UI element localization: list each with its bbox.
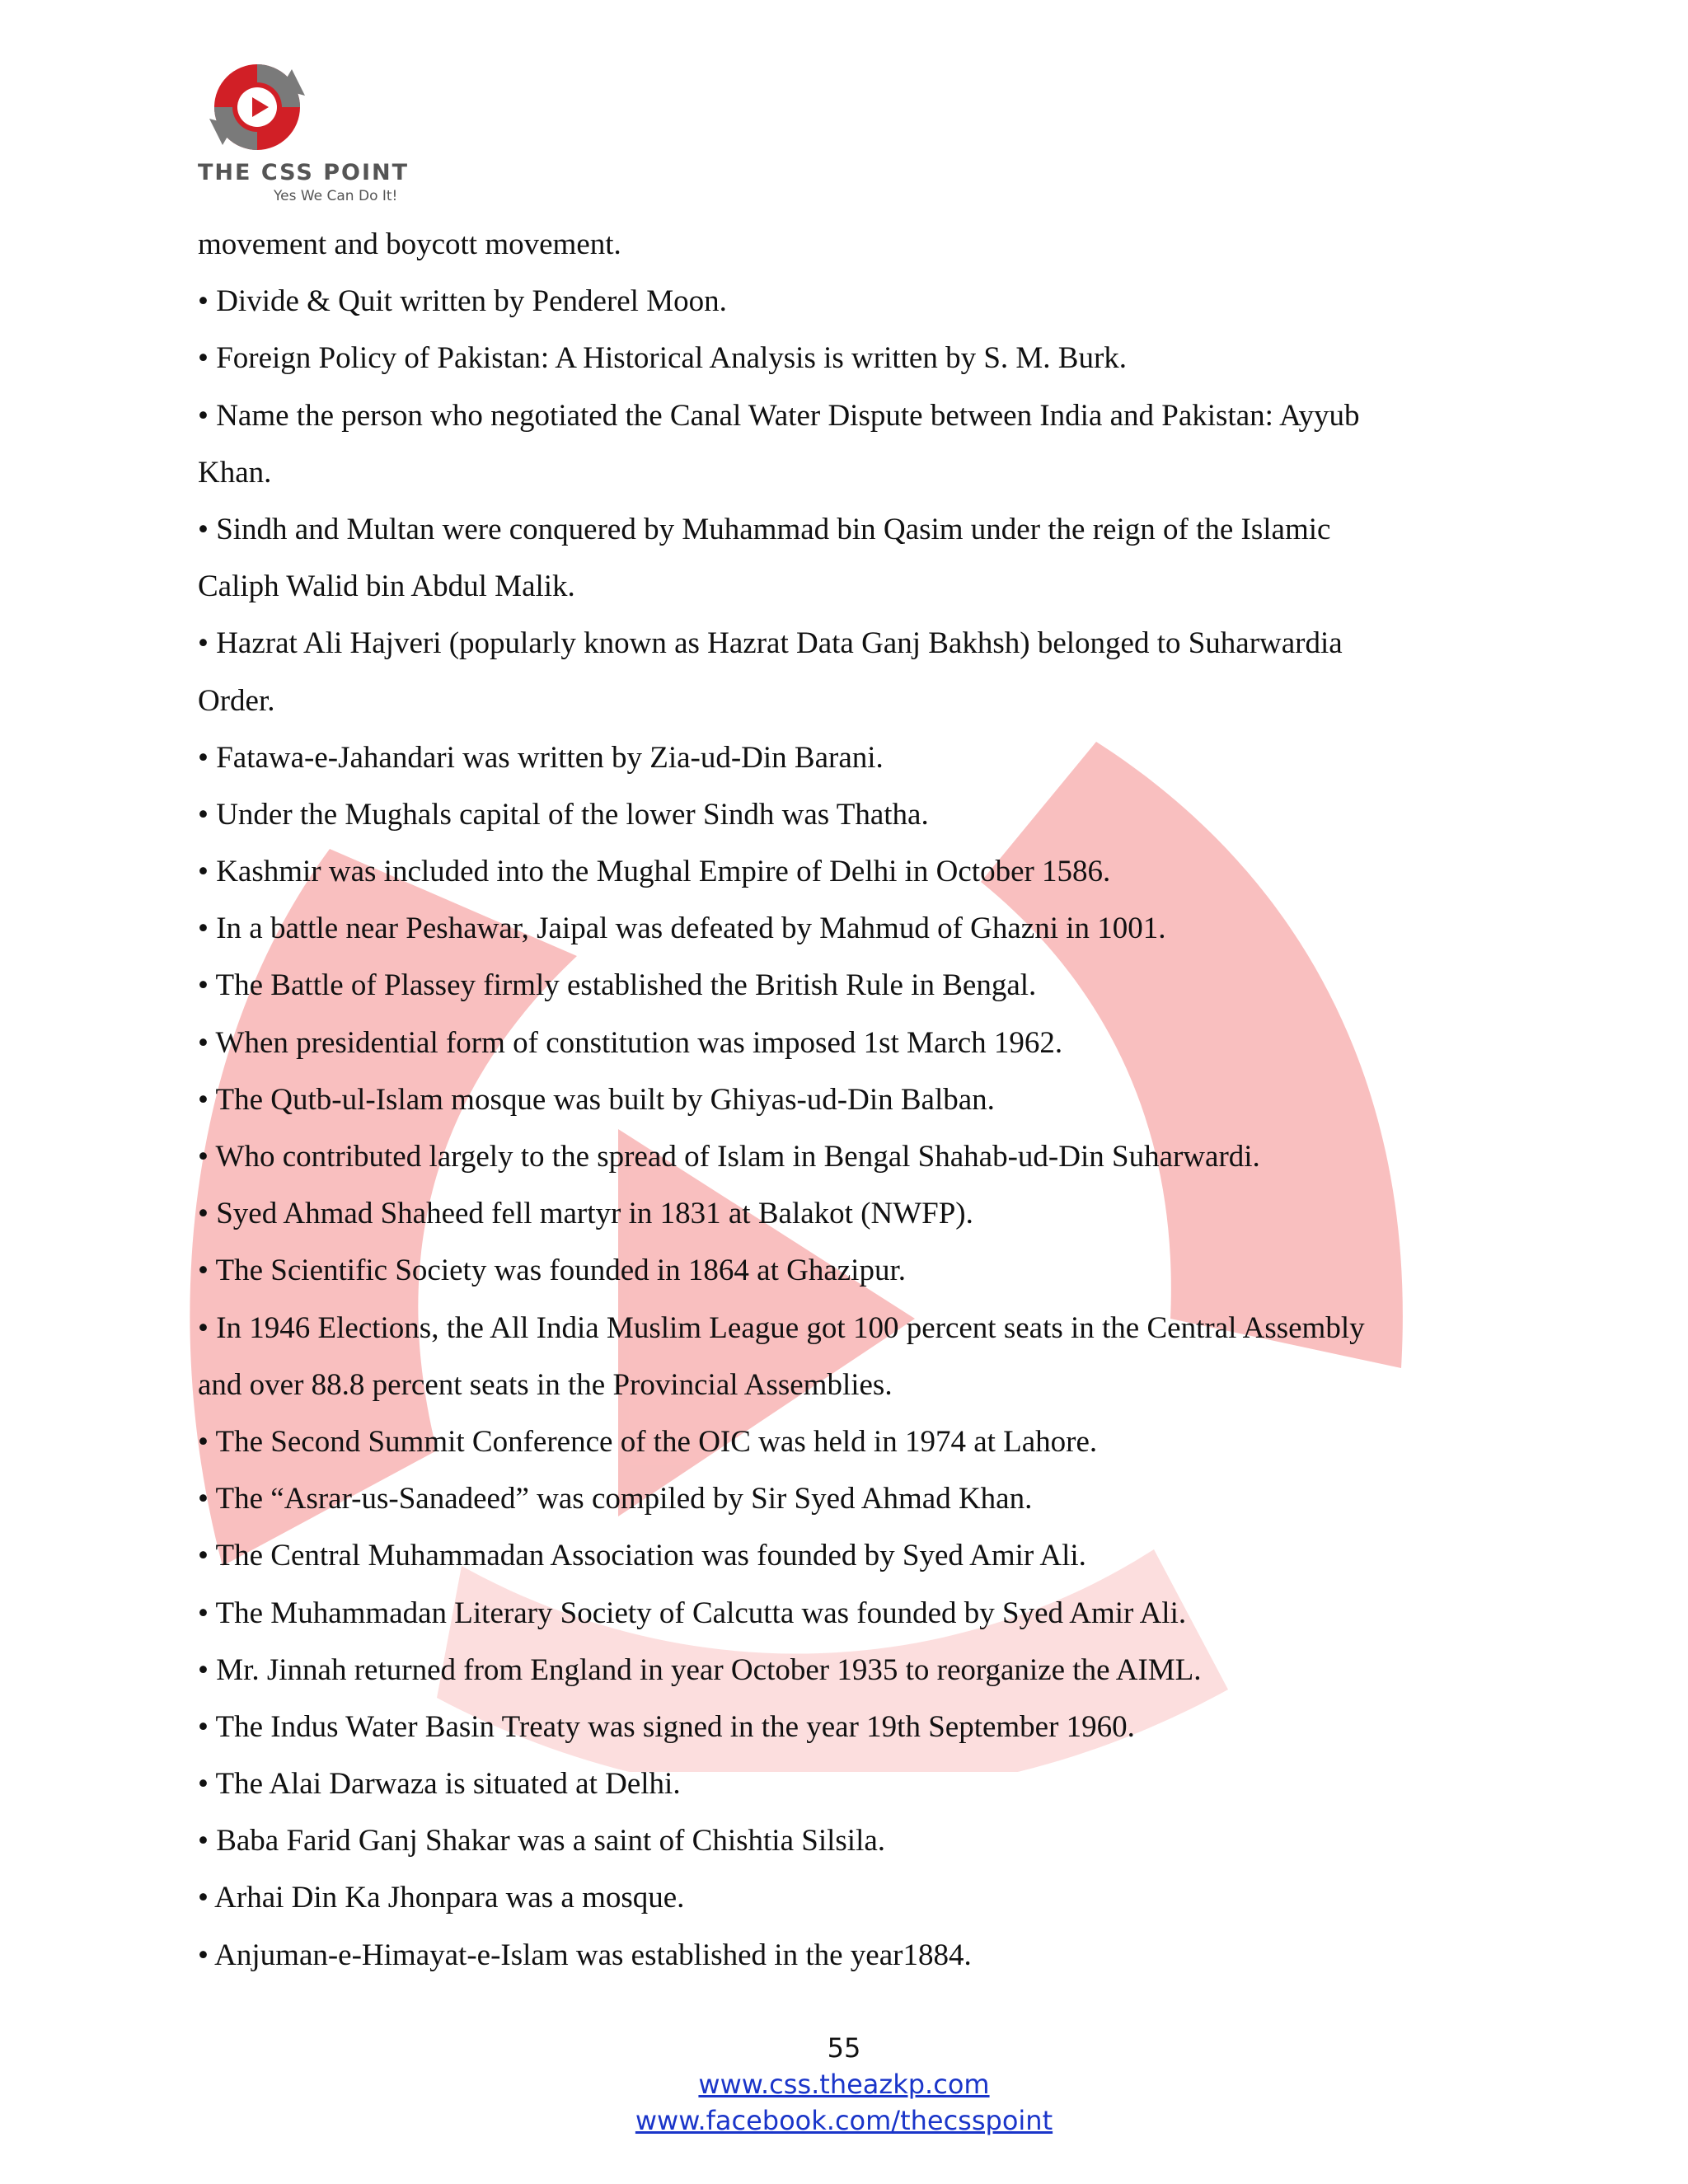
header-logo — [198, 59, 437, 216]
document-body — [198, 216, 1484, 1984]
list-item: • The Battle of Plassey firmly established the British Rule in Bengal. — [198, 968, 1037, 1003]
list-item: • When presidential form of constitution was imposed 1st March 1962. — [198, 1025, 1063, 1060]
list-item: • Fatawa-e-Jahandari was written by Zia-ud-Din Barani. — [198, 740, 884, 775]
logo-title: THE CSS POINT — [198, 160, 410, 185]
list-item: • Sindh and Multan were conquered by Muhammad bin Qasim under the reign of the Islamic — [198, 512, 1331, 546]
css-point-logo-icon — [209, 59, 305, 155]
list-item: • The Central Muhammadan Association was founded by Syed Amir Ali. — [198, 1539, 1086, 1573]
list-item: • The Second Summit Conference of the OIC was held in 1974 at Lahore. — [198, 1424, 1098, 1459]
logo-tagline: Yes We Can Do It! — [274, 188, 398, 204]
list-item: • Divide & Quit written by Penderel Moon. — [198, 284, 727, 319]
page-footer — [0, 2030, 1688, 2139]
list-item: • Mr. Jinnah returned from England in year October 1935 to reorganize the AIML. — [198, 1652, 1202, 1687]
list-item: • The “Asrar-us-Sanadeed” was compiled by Sir Syed Ahmad Khan. — [198, 1482, 1033, 1516]
facebook-link[interactable]: www.facebook.com/thecsspoint — [635, 2105, 1053, 2136]
text-line: and over 88.8 percent seats in the Provincial Assemblies. — [198, 1367, 893, 1402]
text-line: Order. — [198, 683, 275, 718]
text-line: Caliph Walid bin Abdul Malik. — [198, 569, 575, 604]
page-number: 55 — [827, 2032, 861, 2064]
list-item: • Hazrat Ali Hajveri (popularly known as Hazrat Data Ganj Bakhsh) belonged to Suharwardia — [198, 626, 1343, 661]
list-item: • The Muhammadan Literary Society of Calcutta was founded by Syed Amir Ali. — [198, 1596, 1187, 1630]
list-item: • Anjuman-e-Himayat-e-Islam was established in the year1884. — [198, 1938, 972, 1972]
list-item: • Baba Farid Ganj Shakar was a saint of Chishtia Silsila. — [198, 1824, 886, 1858]
list-item: • The Alai Darwaza is situated at Delhi. — [198, 1767, 681, 1802]
list-item: • Foreign Policy of Pakistan: A Historical Analysis is written by S. M. Burk. — [198, 341, 1128, 376]
list-item: • In a battle near Peshawar, Jaipal was defeated by Mahmud of Ghazni in 1001. — [198, 912, 1166, 946]
list-item: • Who contributed largely to the spread of Islam in Bengal Shahab-ud-Din Suharwardi. — [198, 1140, 1260, 1174]
list-item: • Arhai Din Ka Jhonpara was a mosque. — [198, 1881, 685, 1915]
list-item: • In 1946 Elections, the All India Muslim League got 100 percent seats in the Central Assembly — [198, 1310, 1365, 1345]
list-item: • The Qutb-ul-Islam mosque was built by Ghiyas-ud-Din Balban. — [198, 1082, 995, 1117]
list-item: • The Scientific Society was founded in 1864 at Ghazipur. — [198, 1254, 906, 1288]
list-item: • The Indus Water Basin Treaty was signed in the year 19th September 1960. — [198, 1709, 1135, 1744]
list-item: • Kashmir was included into the Mughal Empire of Delhi in October 1586. — [198, 855, 1111, 889]
list-item: • Name the person who negotiated the Canal Water Dispute between India and Pakistan: Ayyub — [198, 398, 1360, 433]
list-item: • Syed Ahmad Shaheed fell martyr in 1831 at Balakot (NWFP). — [198, 1197, 973, 1231]
text-line: movement and boycott movement. — [198, 227, 621, 261]
text-line: Khan. — [198, 455, 272, 490]
website-link[interactable]: www.css.theazkp.com — [698, 2069, 990, 2100]
list-item: • Under the Mughals capital of the lower Sindh was Thatha. — [198, 797, 929, 832]
